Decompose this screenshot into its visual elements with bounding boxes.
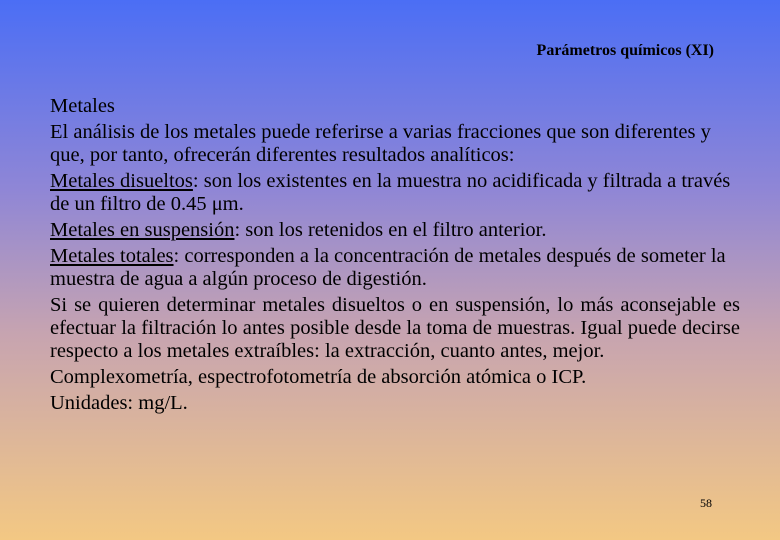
total-metals-text: : corresponden a la concentración de metales después de someter la muestra de agua a algún proceso de digestión.	[50, 245, 726, 290]
slide-title: Parámetros químicos (XI)	[536, 42, 714, 59]
heading-metales: Metales	[50, 95, 115, 117]
intro-paragraph: El análisis de los metales puede referirse a varias fracciones que son diferentes y que, por tanto, ofrecerán diferentes resultados analíticos:	[50, 121, 711, 166]
slide-body	[50, 95, 740, 418]
units-paragraph: Unidades: mg/L.	[50, 392, 188, 414]
dissolved-metals-text: : son los existentes en la muestra no acidificada y filtrada a través de un filtro de 0.45 μm.	[50, 170, 731, 215]
dissolved-metals-item	[50, 170, 740, 216]
methods-paragraph: Complexometría, espectrofotometría de absorción atómica o ICP.	[50, 366, 587, 388]
suspended-metals-item	[50, 219, 740, 242]
page-number: 58	[700, 496, 712, 510]
recommendation-paragraph: Si se quieren determinar metales disueltos o en suspensión, lo más aconsejable es efectuar la filtración lo antes posible desde la toma de muestras. Igual puede decirse respecto a los metales extraíbles: la extracción, cuanto antes, mejor.	[50, 294, 740, 362]
suspended-metals-term: Metales en suspensión	[50, 219, 235, 241]
total-metals-item	[50, 245, 740, 291]
dissolved-metals-term: Metales disueltos	[50, 170, 193, 192]
total-metals-term: Metales totales	[50, 245, 174, 267]
suspended-metals-text: : son los retenidos en el filtro anterior.	[234, 219, 547, 241]
